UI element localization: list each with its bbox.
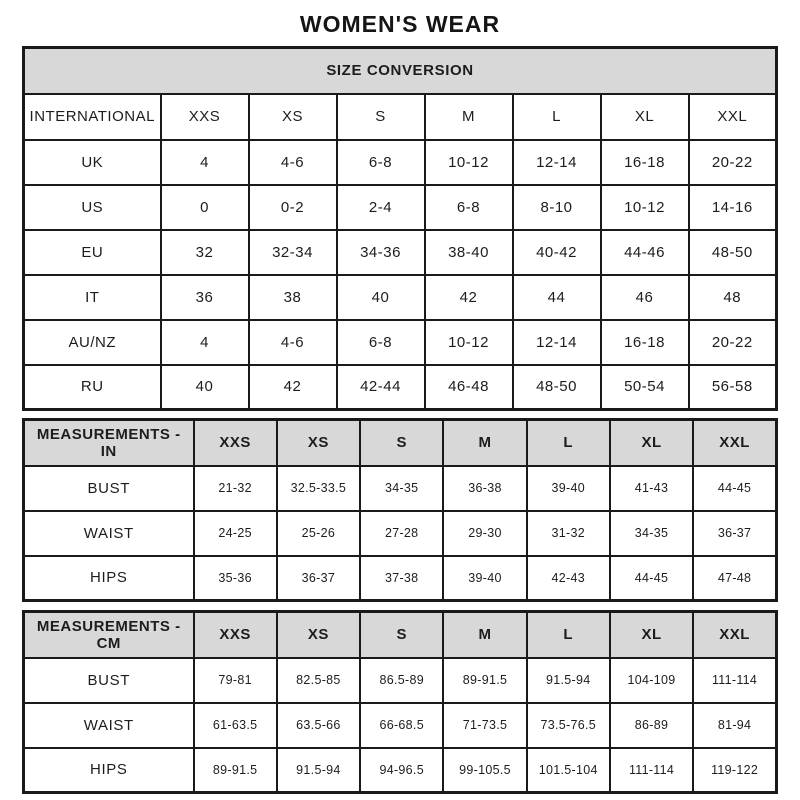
- size-header-m: M: [443, 420, 526, 466]
- value-cell: 89-91.5: [194, 748, 277, 793]
- size-header-l: L: [527, 420, 610, 466]
- value-cell: 44-46: [601, 230, 689, 275]
- measurements-cm-table: [22, 610, 778, 794]
- row-label: BUST: [24, 466, 194, 511]
- table-row: [24, 748, 777, 793]
- table-row: [24, 275, 777, 320]
- value-cell: 0: [161, 185, 249, 230]
- value-cell: 6-8: [337, 320, 425, 365]
- row-label: US: [24, 185, 161, 230]
- value-cell: 119-122: [693, 748, 776, 793]
- row-label: HIPS: [24, 748, 194, 793]
- value-cell: 48-50: [513, 365, 601, 410]
- size-conversion-caption-row: [24, 48, 777, 94]
- value-cell: 34-35: [360, 466, 443, 511]
- value-cell: 44-45: [693, 466, 776, 511]
- value-cell: 10-12: [425, 140, 513, 185]
- value-cell: 12-14: [513, 140, 601, 185]
- table-gap: [22, 602, 778, 610]
- table-row: [24, 658, 777, 703]
- column-header-s: S: [337, 94, 425, 140]
- table-row: [24, 140, 777, 185]
- measurements-in-body: [24, 466, 777, 601]
- value-cell: 82.5-85: [277, 658, 360, 703]
- value-cell: 40: [337, 275, 425, 320]
- size-header-xxs: XXS: [194, 420, 277, 466]
- value-cell: 0-2: [249, 185, 337, 230]
- value-cell: 20-22: [689, 140, 777, 185]
- value-cell: 10-12: [601, 185, 689, 230]
- measurements-cm-body: [24, 658, 777, 793]
- value-cell: 111-114: [610, 748, 693, 793]
- value-cell: 101.5-104: [527, 748, 610, 793]
- table-gap: [22, 411, 778, 418]
- value-cell: 94-96.5: [360, 748, 443, 793]
- value-cell: 38-40: [425, 230, 513, 275]
- value-cell: 4-6: [249, 140, 337, 185]
- value-cell: 12-14: [513, 320, 601, 365]
- value-cell: 61-63.5: [194, 703, 277, 748]
- value-cell: 20-22: [689, 320, 777, 365]
- value-cell: 42: [425, 275, 513, 320]
- size-conversion-column-header-row: [24, 94, 777, 140]
- value-cell: 16-18: [601, 140, 689, 185]
- page-title: WOMEN'S WEAR: [299, 11, 501, 37]
- value-cell: 32: [161, 230, 249, 275]
- value-cell: 16-18: [601, 320, 689, 365]
- value-cell: 39-40: [527, 466, 610, 511]
- value-cell: 71-73.5: [443, 703, 526, 748]
- column-header-m: M: [425, 94, 513, 140]
- value-cell: 48: [689, 275, 777, 320]
- size-header-xxl: XXL: [693, 612, 776, 658]
- size-header-xs: XS: [277, 612, 360, 658]
- value-cell: 48-50: [689, 230, 777, 275]
- value-cell: 36-37: [277, 556, 360, 601]
- table-row: [24, 466, 777, 511]
- size-header-s: S: [360, 420, 443, 466]
- value-cell: 21-32: [194, 466, 277, 511]
- size-conversion-body: [24, 140, 777, 410]
- column-header-xxl: XXL: [689, 94, 777, 140]
- value-cell: 46-48: [425, 365, 513, 410]
- value-cell: 81-94: [693, 703, 776, 748]
- size-conversion-table: [22, 46, 778, 411]
- value-cell: 31-32: [527, 511, 610, 556]
- table-row: [24, 230, 777, 275]
- value-cell: 35-36: [194, 556, 277, 601]
- value-cell: 44-45: [610, 556, 693, 601]
- value-cell: 42: [249, 365, 337, 410]
- value-cell: 50-54: [601, 365, 689, 410]
- value-cell: 6-8: [425, 185, 513, 230]
- column-header-xs: XS: [249, 94, 337, 140]
- value-cell: 8-10: [513, 185, 601, 230]
- value-cell: 32.5-33.5: [277, 466, 360, 511]
- size-header-s: S: [360, 612, 443, 658]
- value-cell: 66-68.5: [360, 703, 443, 748]
- row-label: HIPS: [24, 556, 194, 601]
- measurements-in-header-row: [24, 420, 777, 466]
- value-cell: 4: [161, 140, 249, 185]
- value-cell: 38: [249, 275, 337, 320]
- value-cell: 32-34: [249, 230, 337, 275]
- value-cell: 29-30: [443, 511, 526, 556]
- value-cell: 4: [161, 320, 249, 365]
- row-label: AU/NZ: [24, 320, 161, 365]
- value-cell: 36: [161, 275, 249, 320]
- value-cell: 86.5-89: [360, 658, 443, 703]
- table-row: [24, 556, 777, 601]
- column-header-l: L: [513, 94, 601, 140]
- value-cell: 47-48: [693, 556, 776, 601]
- value-cell: 111-114: [693, 658, 776, 703]
- measurements-cm-header-row: [24, 612, 777, 658]
- size-header-xxl: XXL: [693, 420, 776, 466]
- value-cell: 46: [601, 275, 689, 320]
- value-cell: 34-36: [337, 230, 425, 275]
- value-cell: 63.5-66: [277, 703, 360, 748]
- measurements-in-table: [22, 418, 778, 602]
- row-label: BUST: [24, 658, 194, 703]
- column-header-xl: XL: [601, 94, 689, 140]
- value-cell: 41-43: [610, 466, 693, 511]
- size-header-xs: XS: [277, 420, 360, 466]
- table-row: [24, 703, 777, 748]
- value-cell: 6-8: [337, 140, 425, 185]
- row-label: WAIST: [24, 703, 194, 748]
- value-cell: 40-42: [513, 230, 601, 275]
- value-cell: 86-89: [610, 703, 693, 748]
- value-cell: 99-105.5: [443, 748, 526, 793]
- size-header-xxs: XXS: [194, 612, 277, 658]
- value-cell: 91.5-94: [527, 658, 610, 703]
- row-label: IT: [24, 275, 161, 320]
- row-label: EU: [24, 230, 161, 275]
- table-row: [24, 511, 777, 556]
- value-cell: 2-4: [337, 185, 425, 230]
- row-label: WAIST: [24, 511, 194, 556]
- size-header-xl: XL: [610, 420, 693, 466]
- value-cell: 104-109: [610, 658, 693, 703]
- size-header-xl: XL: [610, 612, 693, 658]
- size-conversion-header: SIZE CONVERSION: [24, 48, 777, 94]
- measurements-cm-header: MEASUREMENTS - CM: [24, 612, 194, 658]
- measurements-in-header: MEASUREMENTS - IN: [24, 420, 194, 466]
- value-cell: 34-35: [610, 511, 693, 556]
- value-cell: 10-12: [425, 320, 513, 365]
- value-cell: 42-43: [527, 556, 610, 601]
- value-cell: 79-81: [194, 658, 277, 703]
- value-cell: 89-91.5: [443, 658, 526, 703]
- value-cell: 44: [513, 275, 601, 320]
- table-row: [24, 320, 777, 365]
- row-label: UK: [24, 140, 161, 185]
- value-cell: 39-40: [443, 556, 526, 601]
- table-row: [24, 365, 777, 410]
- value-cell: 4-6: [249, 320, 337, 365]
- value-cell: 27-28: [360, 511, 443, 556]
- size-header-l: L: [527, 612, 610, 658]
- table-row: [24, 185, 777, 230]
- value-cell: 36-38: [443, 466, 526, 511]
- value-cell: 25-26: [277, 511, 360, 556]
- value-cell: 37-38: [360, 556, 443, 601]
- size-header-m: M: [443, 612, 526, 658]
- value-cell: 14-16: [689, 185, 777, 230]
- column-header-xxs: XXS: [161, 94, 249, 140]
- value-cell: 91.5-94: [277, 748, 360, 793]
- value-cell: 24-25: [194, 511, 277, 556]
- value-cell: 40: [161, 365, 249, 410]
- column-header-international: INTERNATIONAL: [24, 94, 161, 140]
- value-cell: 42-44: [337, 365, 425, 410]
- value-cell: 56-58: [689, 365, 777, 410]
- value-cell: 73.5-76.5: [527, 703, 610, 748]
- row-label: RU: [24, 365, 161, 410]
- value-cell: 36-37: [693, 511, 776, 556]
